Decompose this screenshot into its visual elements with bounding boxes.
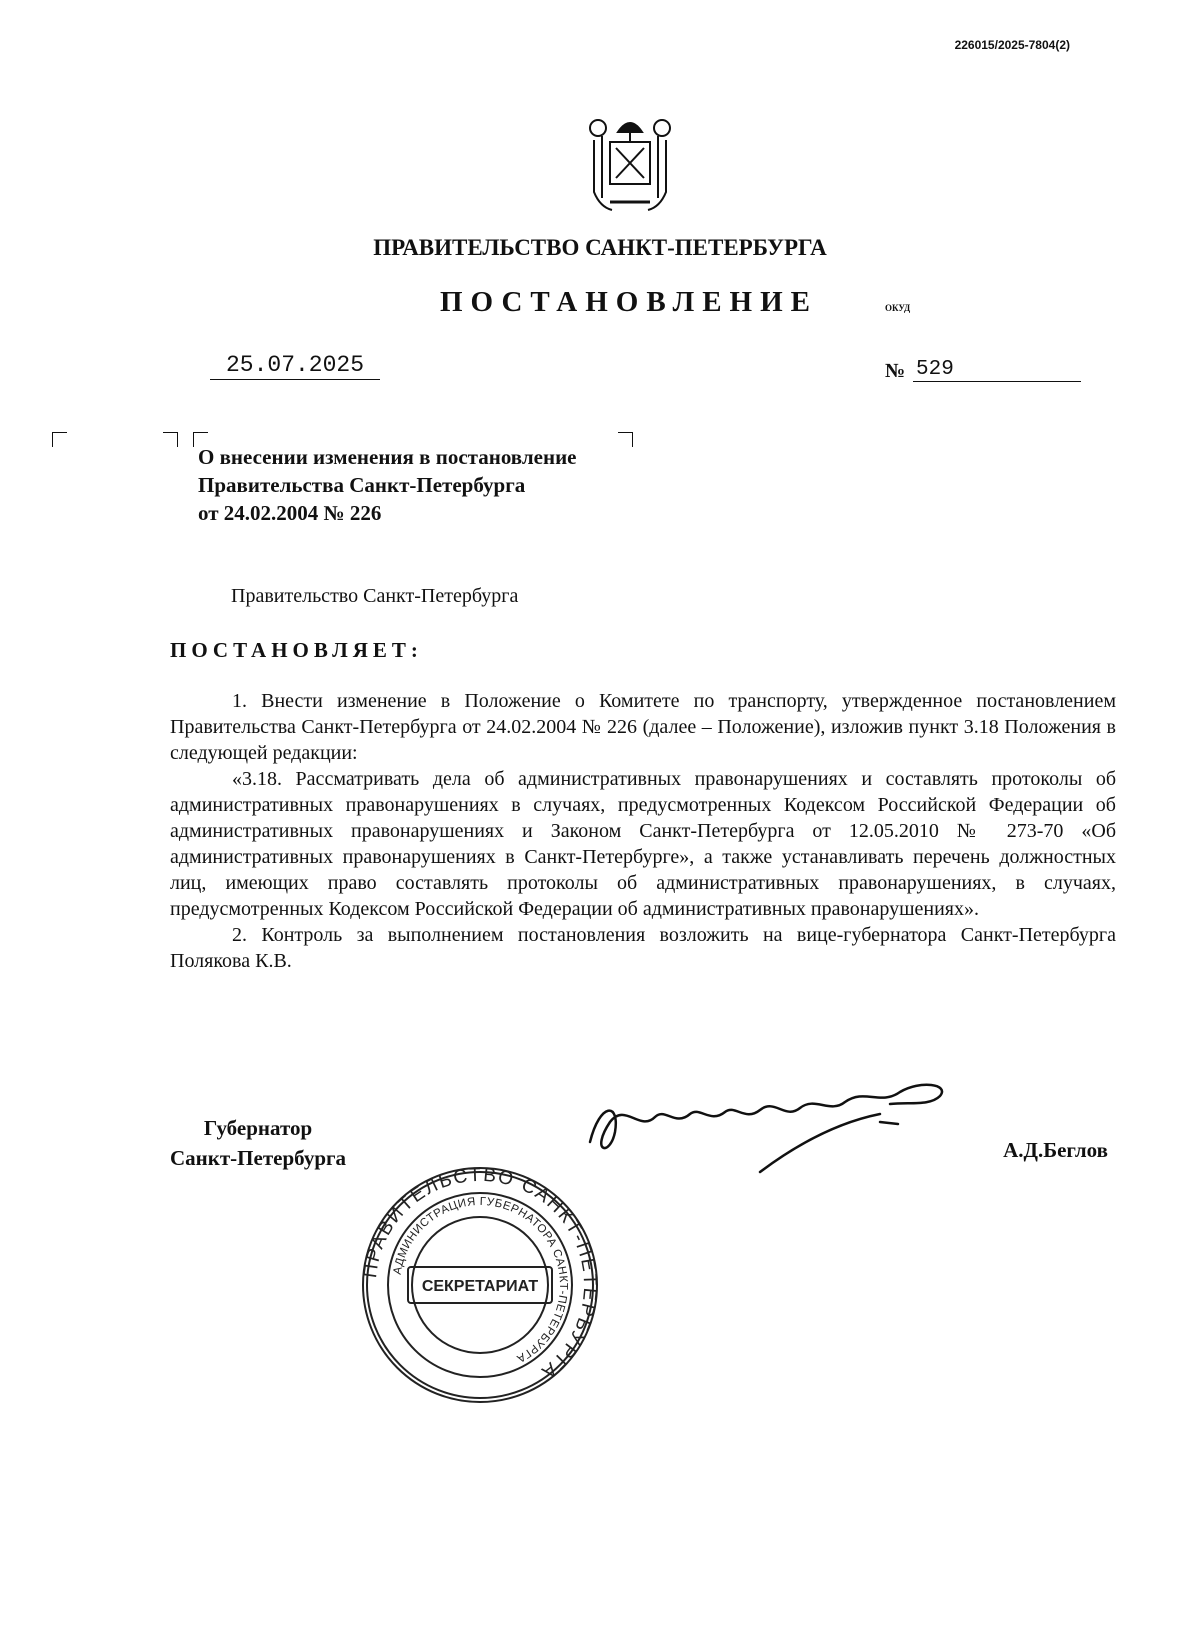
signatory-name: А.Д.Беглов (1003, 1138, 1108, 1162)
seal-inner-text: АДМИНИСТРАЦИЯ ГУБЕРНАТОРА САНКТ-ПЕТЕРБУРГА (391, 1195, 570, 1365)
position-line: Санкт-Петербурга (170, 1146, 347, 1170)
document-body (170, 688, 1116, 974)
seal-center-text: СЕКРЕТАРИАТ (421, 1278, 539, 1295)
preamble: Правительство Санкт-Петербурга (231, 585, 519, 607)
number-label: № (885, 360, 906, 382)
margin-corner-mark (52, 432, 67, 447)
okud-label: ОКУД (885, 303, 911, 313)
document-type: ПОСТАНОВЛЕНИЕ (440, 286, 819, 318)
paragraph: 1. Внести изменение в Положение о Комитете по транспорту, утвержденное постановлением Правительства Санкт-Петербурга от 24.02.2004 № 226 (далее – Положение), изложив пункт 3.18 Положения в следующей редакции: (170, 690, 1116, 764)
subject-line: Правительства Санкт-Петербурга (198, 473, 526, 497)
margin-corner-mark (163, 432, 178, 447)
paragraph: «3.18. Рассматривать дела об административных правонарушениях и составлять протоколы об административных правонарушениях в случаях, предусмотренных Кодексом Российской Федерации об административных правонарушениях и Законом Санкт-Петербурга от 12.05.2010 № 273-70 «Об административных правонарушениях в Санкт-Петербурге», а также устанавливать перечень должностных лиц, имеющих право составлять протоколы об административных правонарушениях, в случаях, предусмотренных Кодексом Российской Федерации об административных правонарушениях». (170, 768, 1116, 920)
handwritten-signature (580, 1062, 980, 1182)
subject-line: от 24.02.2004 № 226 (198, 501, 382, 525)
official-seal (360, 1165, 600, 1405)
position-line: Губернатор (203, 1116, 313, 1140)
document-date: 25.07.2025 (210, 352, 380, 380)
seal-outer-text: ПРАВИТЕЛЬСТВО САНКТ-ПЕТЕРБУРГА (360, 1165, 600, 1384)
subject-corner-mark (618, 432, 633, 447)
signatory-position (170, 1113, 346, 1173)
paragraph: 2. Контроль за выполнением постановления возложить на вице-губернатора Санкт-Петербурга Полякова К.В. (170, 924, 1116, 972)
coat-of-arms-emblem (580, 112, 680, 217)
document-id: 226015/2025-7804(2) (954, 38, 1070, 52)
subject-line: О внесении изменения в постановление (198, 445, 577, 469)
document-number: 529 (913, 358, 1081, 382)
subject-heading (198, 443, 577, 527)
organization-title: ПРАВИТЕЛЬСТВО САНКТ-ПЕТЕРБУРГА (373, 235, 827, 260)
resolves-heading: ПОСТАНОВЛЯЕТ: (170, 638, 423, 662)
